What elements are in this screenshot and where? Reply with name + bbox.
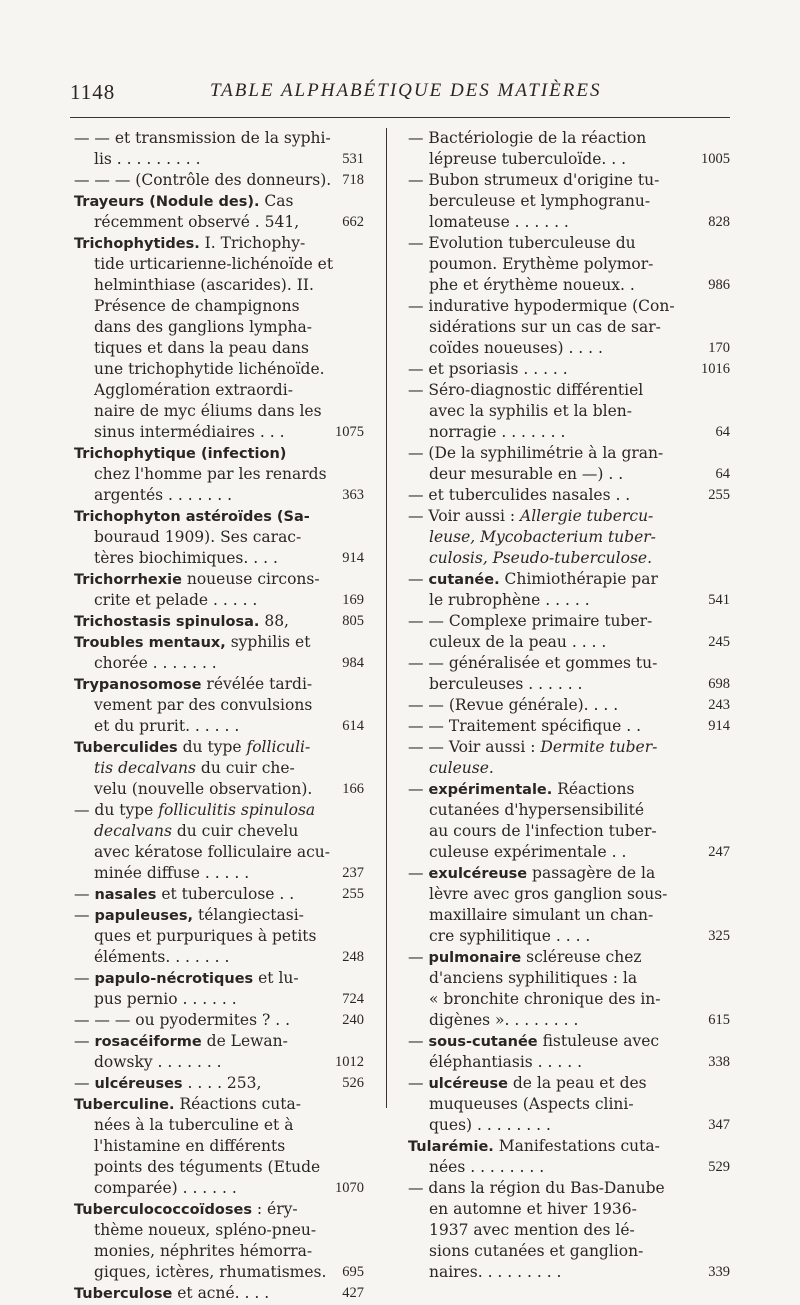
entry-line: — (De la syphilimétrie à la gran- — [408, 444, 664, 462]
entry-line: — — généralisée et gommes tu- — [408, 654, 658, 672]
page-reference: 64 — [715, 424, 730, 440]
index-entry — [408, 296, 730, 359]
entry-line: récemment observé . 541, — [94, 213, 300, 231]
entry-line: dowsky . . . . . . . — [94, 1053, 222, 1071]
index-entry — [408, 1178, 730, 1283]
entry-line: cutanées d'hypersensibilité — [429, 801, 644, 819]
entry-line: deur mesurable en —) . . — [429, 465, 624, 483]
entry-line: Trichorrhexie noueuse circons- — [74, 570, 320, 588]
entry-line: — indurative hypodermique (Con- — [408, 297, 675, 315]
entry-line: culeux de la peau . . . . — [429, 633, 607, 651]
entry-line: digènes ». . . . . . . . — [429, 1011, 579, 1029]
page-reference: 243 — [708, 697, 730, 713]
entry-line: tis decalvans du cuir che- — [94, 759, 295, 777]
page-reference: 984 — [342, 655, 364, 671]
page-reference: 695 — [342, 1264, 364, 1280]
index-entry — [74, 1094, 364, 1199]
page-reference: 914 — [708, 718, 730, 734]
entry-line: comparée) . . . . . . — [94, 1179, 237, 1197]
page-reference: 1016 — [701, 361, 730, 377]
entry-line: Agglomération extraordi- — [94, 381, 293, 399]
entry-line: — sous-cutanée fistuleuse avec — [408, 1032, 660, 1050]
page-reference: 614 — [342, 718, 364, 734]
page-header — [70, 80, 730, 114]
entry-line: berculeuse et lymphogranu- — [429, 192, 651, 210]
entry-line: — papulo-nécrotiques et lu- — [74, 969, 299, 987]
entry-line: pus pernio . . . . . . — [94, 990, 237, 1008]
index-entry — [408, 128, 730, 170]
entry-line: chez l'homme par les renards — [94, 465, 327, 483]
entry-line: Présence de champignons — [94, 297, 300, 315]
entry-line: — — (Revue générale). . . . — [408, 696, 619, 714]
index-entry — [408, 779, 730, 863]
entry-line: et du prurit. . . . . . — [94, 717, 240, 735]
entry-line: — — et transmission de la syphi- — [74, 129, 331, 147]
entry-line: lèvre avec gros ganglion sous- — [429, 885, 668, 903]
entry-line: — — — (Contrôle des donneurs). — [74, 171, 332, 189]
index-entry — [408, 716, 730, 737]
running-title: TABLE ALPHABÉTIQUE DES MATIÈRES — [210, 80, 602, 101]
page-reference: 339 — [708, 1264, 730, 1280]
page-reference: 724 — [342, 991, 364, 1007]
index-entry — [408, 737, 730, 779]
index-entry — [74, 569, 364, 611]
header-rule — [70, 117, 730, 118]
entry-line: bouraud 1909). Ses carac- — [94, 528, 302, 546]
page-reference: 662 — [342, 214, 364, 230]
index-entry — [408, 170, 730, 233]
entry-line: coïdes noueuses) . . . . — [429, 339, 603, 357]
entry-line: Trichophytique (infection) — [74, 446, 287, 462]
entry-line: nées . . . . . . . . — [429, 1158, 545, 1176]
index-entry — [74, 1031, 364, 1073]
entry-line: phe et érythème noueux. . — [429, 276, 635, 294]
entry-line: leuse, Mycobacterium tuber- — [429, 528, 656, 546]
entry-line: cre syphilitique . . . . — [429, 927, 591, 945]
entry-line: — Voir aussi : Allergie tubercu- — [408, 507, 654, 525]
entry-line: avec la syphilis et la blen- — [429, 402, 632, 420]
entry-line: lomateuse . . . . . . — [429, 213, 569, 231]
entry-line: Trichophytides. I. Trichophy- — [74, 234, 306, 252]
entry-line: — Séro-diagnostic différentiel — [408, 381, 644, 399]
page-reference: 338 — [708, 1054, 730, 1070]
entry-line: 1937 avec mention des lé- — [429, 1221, 635, 1239]
index-entry — [408, 359, 730, 380]
entry-line: — papuleuses, télangiectasi- — [74, 906, 304, 924]
index-entry — [408, 1136, 730, 1178]
entry-line: — pulmonaire scléreuse chez — [408, 948, 642, 966]
page-reference: 914 — [342, 550, 364, 566]
index-entry — [74, 1283, 364, 1304]
entry-line: culeuse. — [429, 759, 494, 777]
entry-line: l'histamine en différents — [94, 1137, 286, 1155]
entry-line: berculeuses . . . . . . — [429, 675, 583, 693]
entry-line: d'anciens syphilitiques : la — [429, 969, 638, 987]
page-reference: 255 — [708, 487, 730, 503]
index-entry — [408, 1073, 730, 1136]
entry-line: tiques et dans la peau dans — [94, 339, 309, 357]
entry-line: Trayeurs (Nodule des). Cas — [74, 192, 294, 210]
index-entry — [408, 506, 730, 569]
page-reference: 526 — [342, 1075, 364, 1091]
left-column — [74, 128, 364, 1304]
page-reference: 541 — [708, 592, 730, 608]
entry-line: velu (nouvelle observation). — [94, 780, 313, 798]
index-entry — [74, 506, 364, 569]
entry-line: Trichostasis spinulosa. 88, — [74, 612, 289, 630]
entry-line: Tularémie. Manifestations cuta- — [408, 1137, 660, 1155]
entry-line: vement par des convulsions — [94, 696, 313, 714]
index-entry — [74, 968, 364, 1010]
entry-line: — — Voir aussi : Dermite tuber- — [408, 738, 658, 756]
entry-line: — — — ou pyodermites ? . . — [74, 1011, 290, 1029]
page-reference: 363 — [342, 487, 364, 503]
entry-line: le rubrophène . . . . . — [429, 591, 590, 609]
entry-line: Tuberculine. Réactions cuta- — [74, 1095, 301, 1113]
index-entry — [74, 800, 364, 884]
entry-line: maxillaire simulant un chan- — [429, 906, 654, 924]
page-reference: 986 — [708, 277, 730, 293]
entry-line: — Bubon strumeux d'origine tu- — [408, 171, 660, 189]
entry-line: — — Complexe primaire tuber- — [408, 612, 653, 630]
page-reference: 1070 — [335, 1180, 364, 1196]
index-entry — [74, 884, 364, 905]
page-reference: 1012 — [335, 1054, 364, 1070]
index-entry — [74, 443, 364, 506]
entry-line: éléments. . . . . . . — [94, 948, 230, 966]
entry-line: en automne et hiver 1936- — [429, 1200, 637, 1218]
index-entry — [408, 863, 730, 947]
entry-line: lépreuse tuberculoïde. . . — [429, 150, 627, 168]
entry-line: — du type folliculitis spinulosa — [74, 801, 316, 819]
entry-line: points des téguments (Etude — [94, 1158, 321, 1176]
entry-line: au cours de l'infection tuber- — [429, 822, 657, 840]
entry-line: Trichophyton astéroïdes (Sa- — [74, 509, 310, 525]
entry-line: une trichophytide lichénoïde. — [94, 360, 325, 378]
page-reference: 427 — [342, 1285, 364, 1301]
page-reference: 698 — [708, 676, 730, 692]
entry-line: — dans la région du Bas-Danube — [408, 1179, 665, 1197]
entry-line: Troubles mentaux, syphilis et — [74, 633, 311, 651]
entry-line: minée diffuse . . . . . — [94, 864, 250, 882]
index-entry — [74, 1073, 364, 1094]
index-entry — [408, 611, 730, 653]
entry-line: chorée . . . . . . . — [94, 654, 217, 672]
entry-line: tide urticarienne-lichénoïde et — [94, 255, 334, 273]
page-reference: 718 — [342, 172, 364, 188]
entry-line: — ulcéreuses . . . . 253, — [74, 1074, 262, 1092]
page-reference: 245 — [708, 634, 730, 650]
entry-line: decalvans du cuir chevelu — [94, 822, 299, 840]
page-reference: 248 — [342, 949, 364, 965]
entry-line: sidérations sur un cas de sar- — [429, 318, 661, 336]
page-reference: 347 — [708, 1117, 730, 1133]
index-entry — [74, 632, 364, 674]
entry-line: avec kératose folliculaire acu- — [94, 843, 331, 861]
page-reference: 615 — [708, 1012, 730, 1028]
entry-line: norragie . . . . . . . — [429, 423, 566, 441]
entry-line: helminthiase (ascarides). II. — [94, 276, 314, 294]
entry-line: éléphantiasis . . . . . — [429, 1053, 582, 1071]
index-entry — [74, 611, 364, 632]
index-entry — [74, 1010, 364, 1031]
entry-line: — — Traitement spécifique . . — [408, 717, 642, 735]
entry-line: dans des ganglions lympha- — [94, 318, 312, 336]
page-reference: 529 — [708, 1159, 730, 1175]
entry-line: Tuberculococcoïdoses : éry- — [74, 1200, 298, 1218]
page-reference: 169 — [342, 592, 364, 608]
page-reference: 166 — [342, 781, 364, 797]
index-entry — [408, 233, 730, 296]
entry-line: monies, néphrites hémorra- — [94, 1242, 313, 1260]
entry-line: — et tuberculides nasales . . — [408, 486, 631, 504]
page-reference: 237 — [342, 865, 364, 881]
page-reference: 531 — [342, 151, 364, 167]
index-entry — [408, 380, 730, 443]
page-reference: 64 — [715, 466, 730, 482]
index-entry — [74, 674, 364, 737]
entry-line: culeuse expérimentale . . — [429, 843, 627, 861]
page-reference: 255 — [342, 886, 364, 902]
entry-line: — et psoriasis . . . . . — [408, 360, 568, 378]
entry-line: Trypanosomose révélée tardi- — [74, 675, 313, 693]
column-divider — [386, 128, 387, 1108]
page-reference: 805 — [342, 613, 364, 629]
index-entry — [408, 1031, 730, 1073]
index-entry — [408, 485, 730, 506]
entry-line: sinus intermédiaires . . . — [94, 423, 285, 441]
entry-line: ques) . . . . . . . . — [429, 1116, 551, 1134]
page-number: 1148 — [70, 80, 116, 104]
entry-line: — rosacéiforme de Lewan- — [74, 1032, 288, 1050]
entry-line: — expérimentale. Réactions — [408, 780, 635, 798]
page-reference: 240 — [342, 1012, 364, 1028]
entry-line: « bronchite chronique des in- — [429, 990, 661, 1008]
page-reference: 325 — [708, 928, 730, 944]
entry-line: ques et purpuriques à petits — [94, 927, 317, 945]
entry-line: — exulcéreuse passagère de la — [408, 864, 656, 882]
index-entry — [74, 737, 364, 800]
index-entry — [74, 1199, 364, 1283]
entry-line: crite et pelade . . . . . — [94, 591, 258, 609]
page-reference: 247 — [708, 844, 730, 860]
entry-line: naire de myc éliums dans les — [94, 402, 322, 420]
entry-line: argentés . . . . . . . — [94, 486, 233, 504]
entry-line: tères biochimiques. . . . — [94, 549, 278, 567]
right-column — [408, 128, 730, 1283]
entry-line: poumon. Erythème polymor- — [429, 255, 654, 273]
page-reference: 828 — [708, 214, 730, 230]
index-entry — [408, 653, 730, 695]
index-entry — [74, 170, 364, 191]
entry-line: — Evolution tuberculeuse du — [408, 234, 636, 252]
index-entry — [74, 128, 364, 170]
entry-line: sions cutanées et ganglion- — [429, 1242, 644, 1260]
entry-line: lis . . . . . . . . . — [94, 150, 201, 168]
page-reference: 1005 — [701, 151, 730, 167]
entry-line: — nasales et tuberculose . . — [74, 885, 295, 903]
entry-line: — Bactériologie de la réaction — [408, 129, 647, 147]
entry-line: — ulcéreuse de la peau et des — [408, 1074, 647, 1092]
entry-line: Tuberculides du type folliculi- — [74, 738, 311, 756]
entry-line: nées à la tuberculine et à — [94, 1116, 294, 1134]
page-reference: 170 — [708, 340, 730, 356]
index-entry — [74, 233, 364, 443]
index-entry — [408, 695, 730, 716]
page-reference: 1075 — [335, 424, 364, 440]
index-entry — [408, 443, 730, 485]
entry-line: thème noueux, spléno-pneu- — [94, 1221, 317, 1239]
entry-line: naires. . . . . . . . . — [429, 1263, 562, 1281]
index-entry — [408, 947, 730, 1031]
entry-line: muqueuses (Aspects clini- — [429, 1095, 634, 1113]
entry-line: culosis, Pseudo-tuberculose. — [429, 549, 653, 567]
entry-line: — cutanée. Chimiothérapie par — [408, 570, 658, 588]
index-entry — [74, 191, 364, 233]
index-entry — [74, 905, 364, 968]
entry-line: giques, ictères, rhumatismes. — [94, 1263, 327, 1281]
entry-line: Tuberculose et acné. . . . — [74, 1284, 270, 1302]
index-entry — [408, 569, 730, 611]
